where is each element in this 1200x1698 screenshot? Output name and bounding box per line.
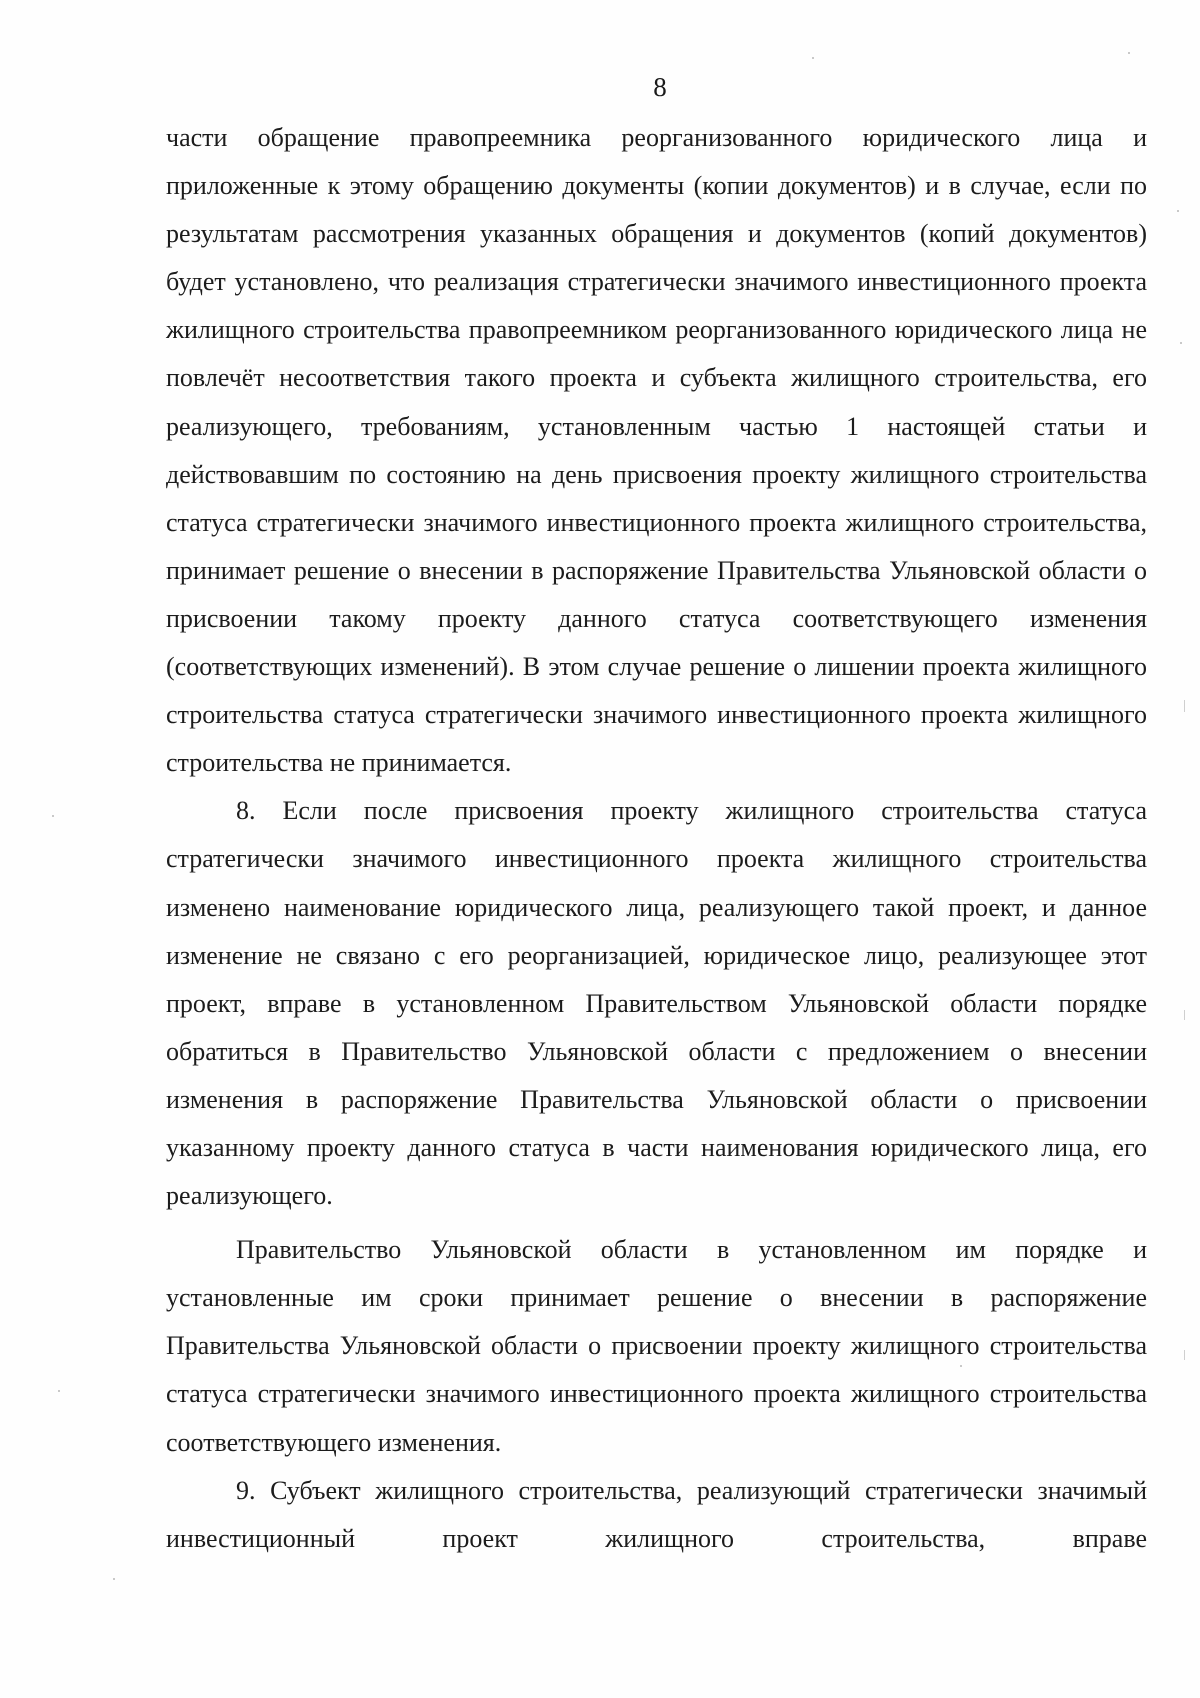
page-number: 8 bbox=[653, 72, 667, 102]
scan-speck bbox=[113, 1578, 115, 1580]
scan-line bbox=[1184, 1010, 1185, 1020]
scan-line bbox=[1184, 1350, 1185, 1360]
scan-speck bbox=[960, 1365, 962, 1367]
scan-speck bbox=[812, 57, 814, 59]
scan-speck bbox=[58, 1390, 60, 1392]
paragraph-item-9: 9. Субъект жилищного строительства, реализующий стратегически значимый инвестиционный проект жилищного строительства, вправе bbox=[166, 1475, 1147, 1553]
scan-speck bbox=[1177, 210, 1179, 212]
paragraph-item-8: 8. Если после присвоения проекту жилищного строительства статуса стратегически значимого инвестиционного проекта жилищного строительства изменено наименование юридического лица, реализующего такой проект, и данное изменение не связано с его реорганизацией, юридическое лицо, реализующее этот проект, вправе в установленном Правительством Ульяновской области порядке обратиться в Правительство Ульяновской области с предложением о внесении изменения в распоряжение Правительства Ульяновской области о присвоении указанному проекту данного статуса в части наименования юридического лица, его реализующего. bbox=[166, 796, 1147, 1211]
scan-speck bbox=[1128, 52, 1130, 54]
paragraph-government-decision: Правительство Ульяновской области в установленном им порядке и установленные им сроки принимает решение о внесении в распоряжение Правительства Ульяновской области о присвоении проекту жилищного строительства статуса стратегически значимого инвестиционного проекта жилищного строительства соответствующего изменения. bbox=[166, 1235, 1147, 1457]
scan-line bbox=[1184, 700, 1185, 712]
scan-speck bbox=[52, 815, 54, 817]
paragraph-continuation: части обращение правопреемника реорганизованного юридического лица и приложенные к этому обращению документы (копии документов) и в случае, если по результатам рассмотрения указанных обращения и документов (копий документов) будет установлено, что реализация стратегически значимого инвестиционного проекта жилищного строительства правопреемником реорганизованного юридического лица не повлечёт несоответствия такого проекта и субъекта жилищного строительства, его реализующего, требованиям, установленным частью 1 настоящей статьи и действовавшим по состоянию на день присвоения проекту жилищного строительства статуса стратегически значимого инвестиционного проекта жилищного строительства, принимает решение о внесении в распоряжение Правительства Ульяновской области о присвоении такому проекту данного статуса соответствующего изменения (соответствующих изменений). В этом случае решение о лишении проекта жилищного строительства статуса стратегически значимого инвестиционного проекта жилищного строительства не принимается. bbox=[166, 123, 1147, 778]
scan-speck bbox=[1180, 342, 1182, 344]
document-body bbox=[166, 114, 1147, 1563]
